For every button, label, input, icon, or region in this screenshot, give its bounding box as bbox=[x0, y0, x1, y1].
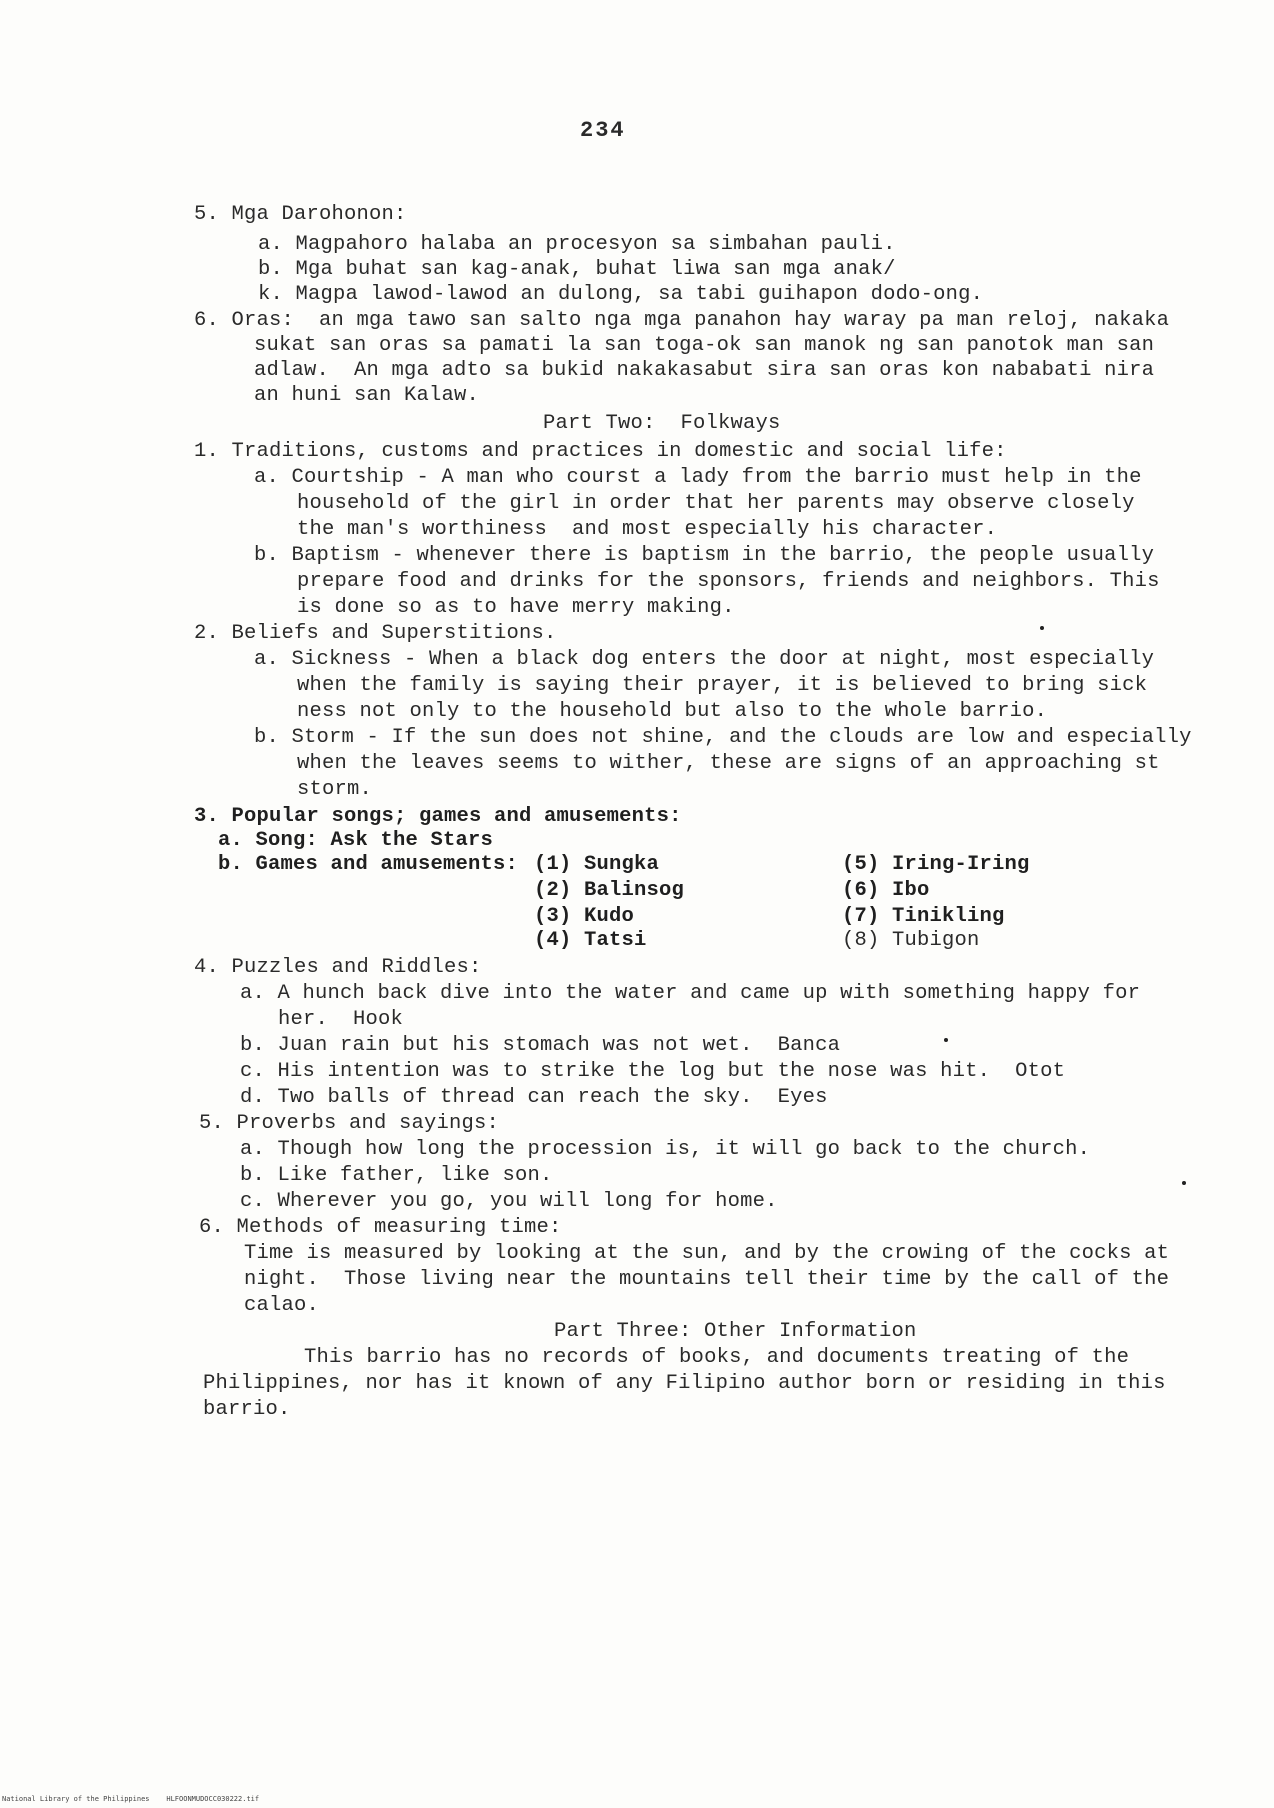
part-two-title: Part Two: Folkways bbox=[543, 412, 781, 435]
game-item: (6) Ibo bbox=[842, 879, 930, 902]
scan-speck bbox=[1040, 626, 1044, 630]
baptism-line: b. Baptism - whenever there is baptism in the barrio, the people usually bbox=[254, 544, 1155, 567]
section6-line: sukat san oras sa pamati la san toga-ok san manok ng san panotok man san bbox=[254, 334, 1155, 357]
section5-item-c: k. Magpa lawod-lawod an dulong, sa tabi guihapon dodo-ong. bbox=[258, 283, 984, 306]
game-item: (5) Iring-Iring bbox=[842, 853, 1030, 876]
sickness-line: when the family is saying their prayer, it is believed to bring sick bbox=[297, 674, 1148, 697]
other-info-line: Philippines, nor has it known of any Filipino author born or residing in this bbox=[203, 1372, 1166, 1395]
other-info-line: barrio. bbox=[203, 1398, 291, 1421]
games-label: b. Games and amusements: bbox=[218, 853, 519, 876]
riddle-line: d. Two balls of thread can reach the sky. Eyes bbox=[240, 1086, 828, 1109]
proverb-line: c. Wherever you go, you will long for home. bbox=[240, 1190, 778, 1213]
folkways-item1-heading: 1. Traditions, customs and practices in domestic and social life: bbox=[194, 440, 1007, 463]
section5-item-a: a. Magpahoro halaba an procesyon sa simbahan pauli. bbox=[258, 233, 896, 256]
riddle-line: c. His intention was to strike the log but the nose was hit. Otot bbox=[240, 1060, 1066, 1083]
page-number: 234 bbox=[580, 118, 626, 143]
footer-filename: HLFOONMUDOCC030222.tif bbox=[166, 1795, 260, 1803]
baptism-line: is done so as to have merry making. bbox=[297, 596, 735, 619]
riddle-line: b. Juan rain but his stomach was not wet. Banca bbox=[240, 1034, 841, 1057]
section6-line: 6. Oras: an mga tawo san salto nga mga panahon hay waray pa man reloj, nakaka bbox=[194, 309, 1170, 332]
scan-speck bbox=[1182, 1181, 1186, 1185]
time-line: calao. bbox=[244, 1294, 320, 1317]
section6-line: an huni san Kalaw. bbox=[254, 384, 480, 407]
sickness-line: a. Sickness - When a black dog enters the door at night, most especially bbox=[254, 648, 1155, 671]
folkways-item6-heading: 6. Methods of measuring time: bbox=[199, 1216, 562, 1239]
footer-library: National Library of the Philippines bbox=[2, 1795, 150, 1803]
riddle-line: a. A hunch back dive into the water and came up with something happy for bbox=[240, 982, 1141, 1005]
section6-line: adlaw. An mga adto sa bukid nakakasabut sira san oras kon nababati nira bbox=[254, 359, 1155, 382]
storm-line: b. Storm - If the sun does not shine, and the clouds are low and especially bbox=[254, 726, 1192, 749]
game-item: (2) Balinsog bbox=[534, 879, 685, 902]
game-item: (4) Tatsi bbox=[534, 929, 647, 952]
courtship-line: household of the girl in order that her parents may observe closely bbox=[297, 492, 1135, 515]
game-item: (7) Tinikling bbox=[842, 905, 1005, 928]
game-item: (1) Sungka bbox=[534, 853, 660, 876]
sickness-line: ness not only to the household but also to the whole barrio. bbox=[297, 700, 1048, 723]
song-line: a. Song: Ask the Stars bbox=[218, 829, 494, 852]
time-line: Time is measured by looking at the sun, and by the crowing of the cocks at bbox=[244, 1242, 1170, 1265]
scan-footer bbox=[2, 1795, 259, 1803]
game-item: (3) Kudo bbox=[534, 905, 635, 928]
scan-speck bbox=[944, 1038, 948, 1042]
section5-heading: 5. Mga Darohonon: bbox=[194, 203, 407, 226]
storm-line: when the leaves seems to wither, these are signs of an approaching st bbox=[297, 752, 1160, 775]
folkways-item5-heading: 5. Proverbs and sayings: bbox=[199, 1112, 500, 1135]
game-item: (8) Tubigon bbox=[842, 929, 980, 952]
courtship-line: a. Courtship - A man who courst a lady from the barrio must help in the bbox=[254, 466, 1142, 489]
courtship-line: the man's worthiness and most especially his character. bbox=[297, 518, 998, 541]
proverb-line: b. Like father, like son. bbox=[240, 1164, 553, 1187]
section5-item-b: b. Mga buhat san kag-anak, buhat liwa san mga anak/ bbox=[258, 258, 896, 281]
baptism-line: prepare food and drinks for the sponsors, friends and neighbors. This bbox=[297, 570, 1160, 593]
part-three-title: Part Three: Other Information bbox=[554, 1320, 917, 1343]
folkways-item2-heading: 2. Beliefs and Superstitions. bbox=[194, 622, 557, 645]
time-line: night. Those living near the mountains tell their time by the call of the bbox=[244, 1268, 1170, 1291]
folkways-item4-heading: 4. Puzzles and Riddles: bbox=[194, 956, 482, 979]
proverb-line: a. Though how long the procession is, it will go back to the church. bbox=[240, 1138, 1091, 1161]
riddle-line: her. Hook bbox=[278, 1008, 404, 1031]
storm-line: storm. bbox=[297, 778, 373, 801]
folkways-item3-heading: 3. Popular songs; games and amusements: bbox=[194, 805, 682, 828]
other-info-line: This barrio has no records of books, and documents treating of the bbox=[304, 1346, 1130, 1369]
